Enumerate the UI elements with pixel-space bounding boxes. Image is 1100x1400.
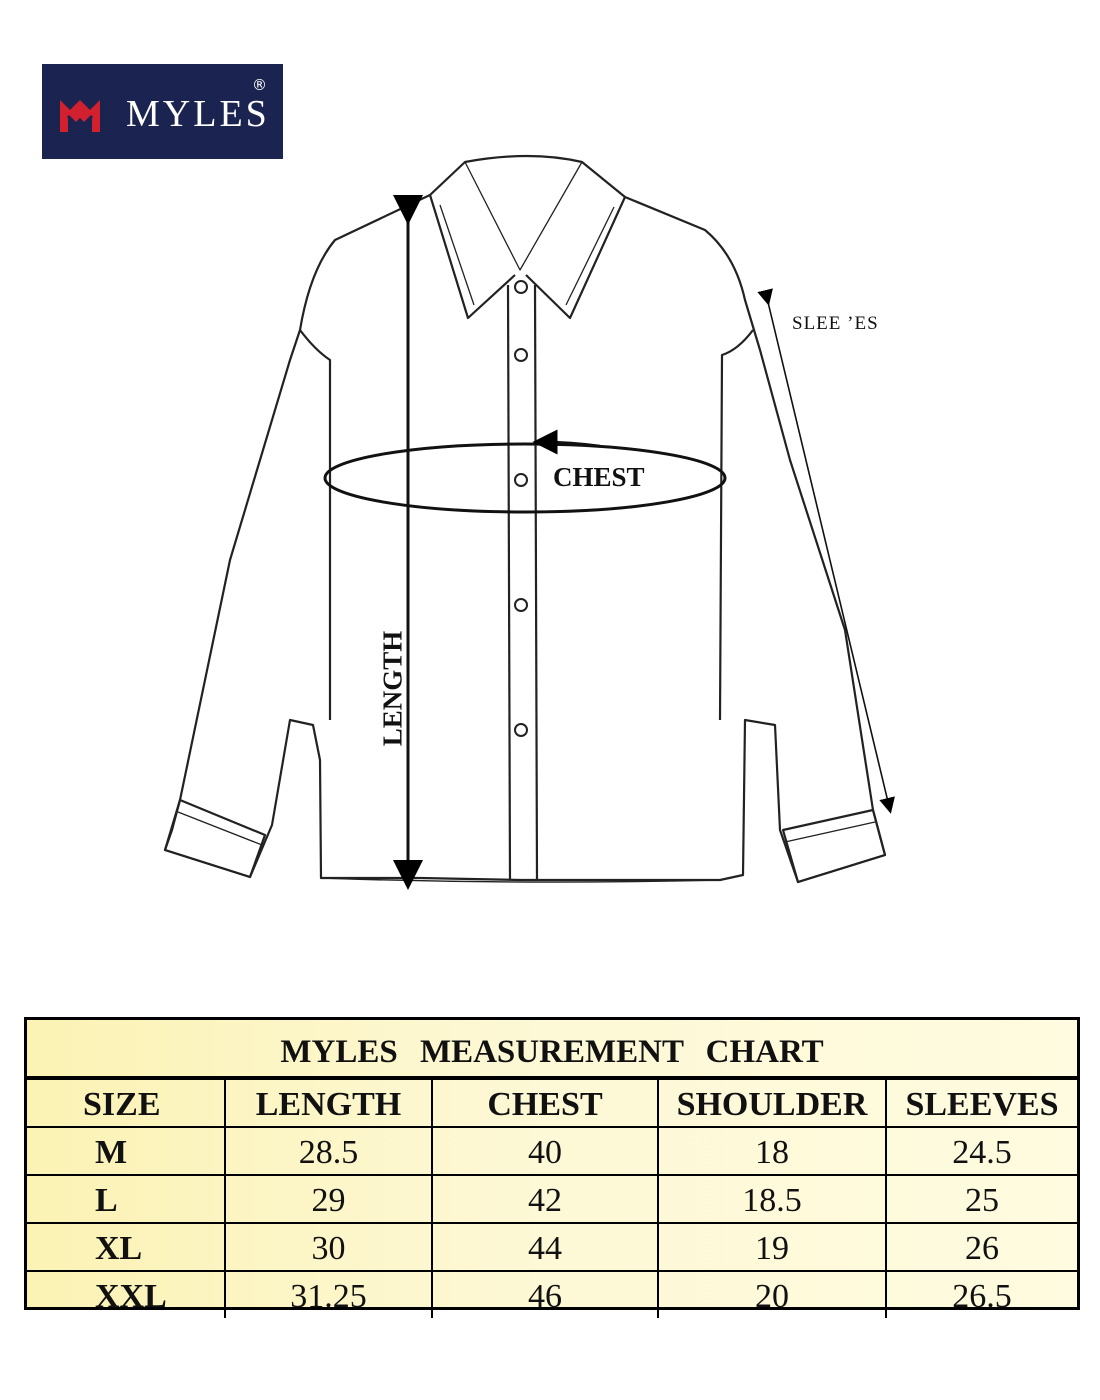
chest-cell: 44: [432, 1223, 658, 1271]
collar-stand: [465, 162, 582, 270]
collar-right-inner: [566, 207, 614, 305]
column-header-sleeves: SLEEVES: [886, 1079, 1077, 1127]
shirt-button: [515, 281, 527, 293]
shoulder-cell: 18: [658, 1127, 886, 1175]
sleeves-cell: 26.5: [886, 1271, 1077, 1318]
size-cell: XXL: [27, 1271, 225, 1318]
column-header-shoulder: SHOULDER: [658, 1079, 886, 1127]
table-row: [27, 1223, 1077, 1271]
size-cell: M: [27, 1127, 225, 1175]
size-cell: L: [27, 1175, 225, 1223]
measurement-chart: [24, 1017, 1080, 1315]
chest-label: CHEST: [553, 462, 645, 492]
chest-cell: 42: [432, 1175, 658, 1223]
shirt-button: [515, 599, 527, 611]
collar-back: [430, 156, 625, 197]
registered-mark: ®: [252, 76, 267, 94]
sleeves-cell: 24.5: [886, 1127, 1077, 1175]
shoulder-cell: 18.5: [658, 1175, 886, 1223]
shirt-button: [515, 474, 527, 486]
chest-cell: 46: [432, 1271, 658, 1318]
chest-cell: 40: [432, 1127, 658, 1175]
sleeve-measure-line: [767, 298, 889, 806]
sleeves-label: SLEE ’ES: [792, 313, 879, 334]
table-row: [27, 1271, 1077, 1318]
table-header-row: [27, 1079, 1077, 1127]
length-cell: 30: [225, 1223, 432, 1271]
shirt-body-outline: [165, 195, 885, 882]
right-cuff: [783, 810, 885, 882]
brand-name: MYLES: [126, 93, 270, 135]
size-cell: XL: [27, 1223, 225, 1271]
length-label: LENGTH: [377, 630, 408, 747]
chart-title: MYLES MEASUREMENT CHART: [27, 1020, 1077, 1078]
shoulder-cell: 19: [658, 1223, 886, 1271]
size-table: [27, 1078, 1077, 1318]
shoulder-cell: 20: [658, 1271, 886, 1318]
left-armhole-seam: [300, 330, 330, 720]
right-cuff-stitch: [785, 822, 875, 842]
table-row: [27, 1175, 1077, 1223]
length-cell: 31.25: [225, 1271, 432, 1318]
column-header-chest: CHEST: [432, 1079, 658, 1127]
left-cuff: [165, 800, 265, 877]
collar-left-inner: [440, 205, 474, 305]
shirt-button: [515, 724, 527, 736]
sleeves-cell: 25: [886, 1175, 1077, 1223]
placket-left: [508, 285, 510, 880]
column-header-size: SIZE: [27, 1079, 225, 1127]
table-row: [27, 1127, 1077, 1175]
right-armhole-seam: [720, 330, 753, 720]
shirt-button: [515, 349, 527, 361]
sleeves-cell: 26: [886, 1223, 1077, 1271]
length-cell: 28.5: [225, 1127, 432, 1175]
placket-right: [535, 285, 537, 880]
column-header-length: LENGTH: [225, 1079, 432, 1127]
length-cell: 29: [225, 1175, 432, 1223]
